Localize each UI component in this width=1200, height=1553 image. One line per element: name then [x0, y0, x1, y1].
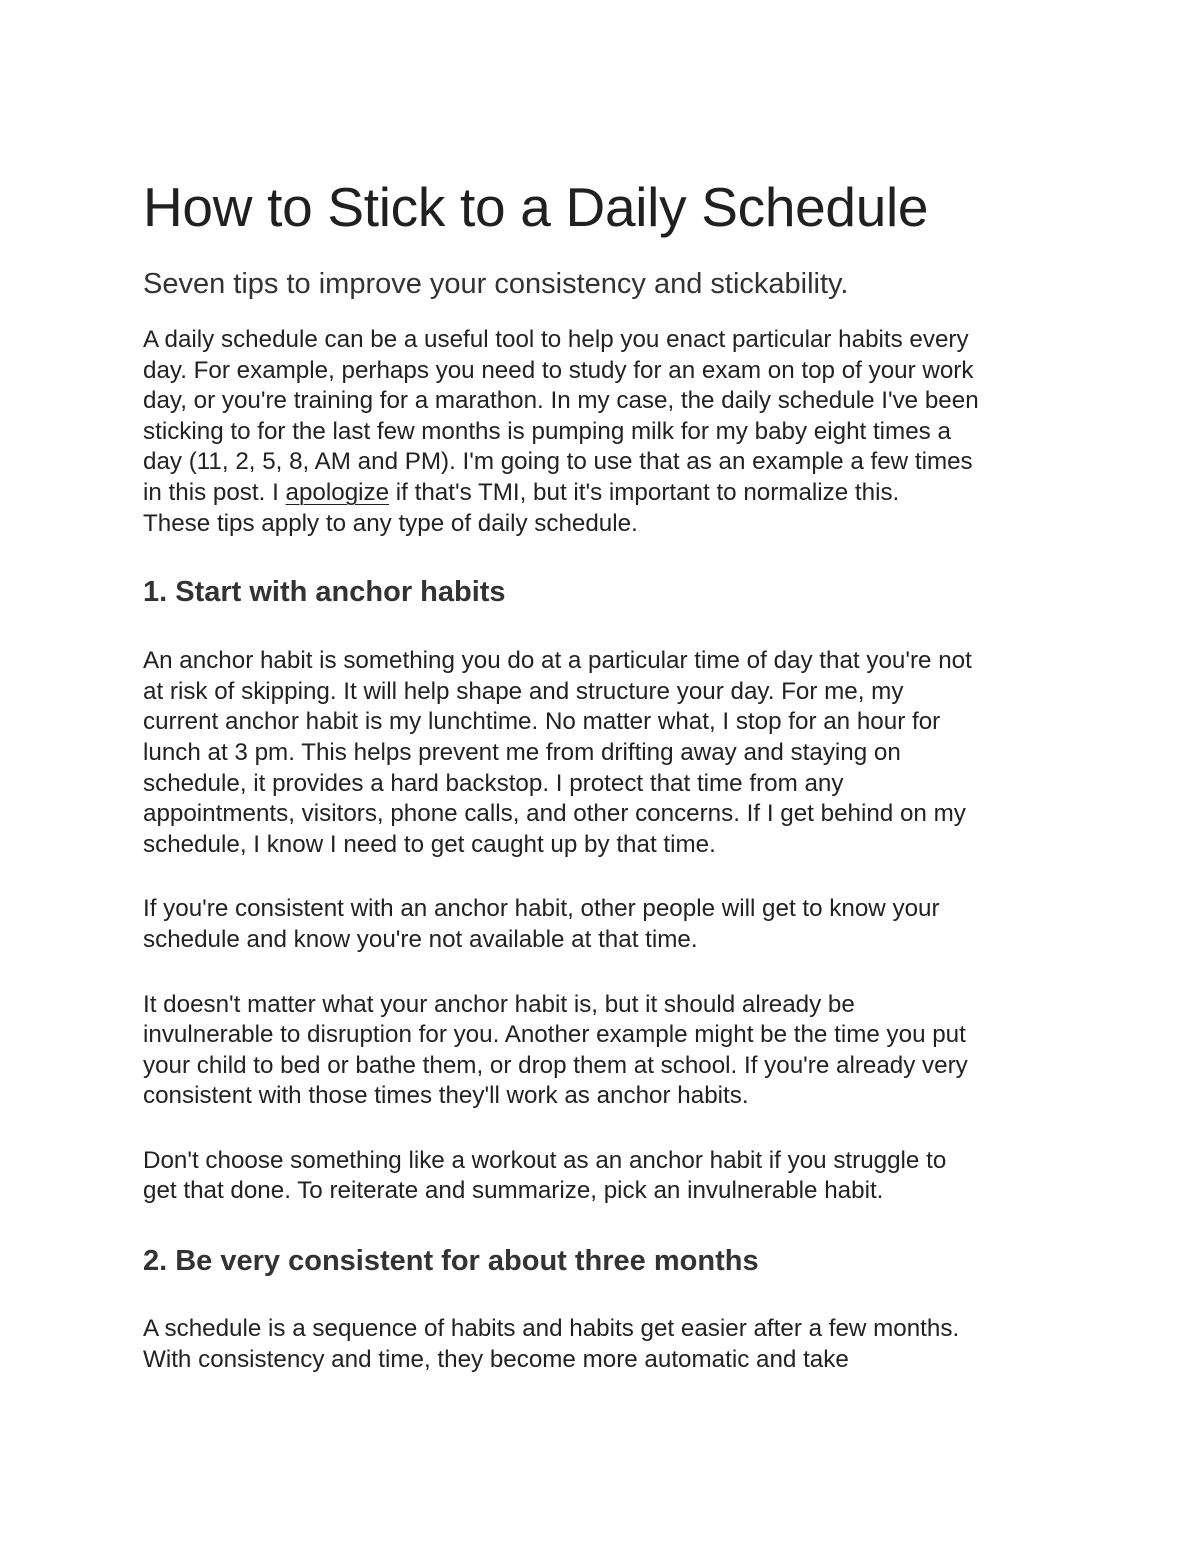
text-line: consistent with those times they'll work as anchor habits. [143, 1082, 749, 1110]
text-line: your child to bed or bathe them, or drop them at school. If you're already very [143, 1051, 968, 1079]
text-line: It doesn't matter what your anchor habit is, but it should already be [143, 990, 855, 1018]
apologize-link[interactable]: apologize [285, 478, 390, 506]
text-line: A daily schedule can be a useful tool to help you enact particular habits every [143, 326, 969, 353]
section1-paragraph-3 [143, 990, 1073, 1112]
text-line: day, or you're training for a marathon. In my case, the daily schedule I've been [143, 387, 979, 415]
text-line: day (11, 2, 5, 8, AM and PM). I'm going to use that as an example a few times [143, 448, 973, 476]
text-segment: in this post. I [143, 478, 286, 506]
text-line: day. For example, perhaps you need to study for an exam on top of your work [143, 356, 974, 384]
text-line: schedule and know you're not available at that time. [143, 925, 698, 953]
text-line: invulnerable to disruption for you. Another example might be the time you put [143, 1021, 966, 1049]
section1-paragraph-4 [143, 1146, 1073, 1207]
section-heading-be-consistent: 2. Be very consistent for about three months [143, 1245, 759, 1278]
text-segment: if that's TMI, but it's important to normalize this. [389, 478, 900, 506]
text-line: If you're consistent with an anchor habit, other people will get to know your [143, 895, 940, 923]
text-line: With consistency and time, they become more automatic and take [143, 1345, 849, 1373]
article-body [143, 172, 1073, 1375]
text-line: sticking to for the last few months is pumping milk for my baby eight times a [143, 417, 951, 445]
text-line: appointments, visitors, phone calls, and other concerns. If I get behind on my [143, 800, 966, 828]
text-line: A schedule is a sequence of habits and habits get easier after a few months. [143, 1315, 960, 1343]
text-line: at risk of skipping. It will help shape and structure your day. For me, my [143, 677, 904, 705]
page-title: How to Stick to a Daily Schedule [143, 176, 929, 238]
page-subtitle: Seven tips to improve your consistency and stickability. [143, 268, 849, 300]
text-line: lunch at 3 pm. This helps prevent me from drifting away and staying on [143, 738, 901, 766]
text-line: schedule, it provides a hard backstop. I protect that time from any [143, 769, 844, 797]
text-line: Don't choose something like a workout as an anchor habit if you struggle to [143, 1146, 947, 1174]
section1-paragraph-1 [143, 646, 1073, 860]
text-line [143, 478, 1073, 509]
section1-paragraph-2 [143, 894, 1073, 955]
text-line: schedule, I know I need to get caught up by that time. [143, 830, 716, 858]
intro-paragraph [143, 325, 1073, 539]
section-heading-anchor-habits: 1. Start with anchor habits [143, 576, 506, 609]
text-line: get that done. To reiterate and summarize, pick an invulnerable habit. [143, 1177, 884, 1205]
text-line: current anchor habit is my lunchtime. No matter what, I stop for an hour for [143, 708, 941, 736]
section2-paragraph-1 [143, 1314, 1073, 1375]
text-line: An anchor habit is something you do at a particular time of day that you're not [143, 647, 972, 675]
text-line: These tips apply to any type of daily schedule. [143, 509, 638, 537]
